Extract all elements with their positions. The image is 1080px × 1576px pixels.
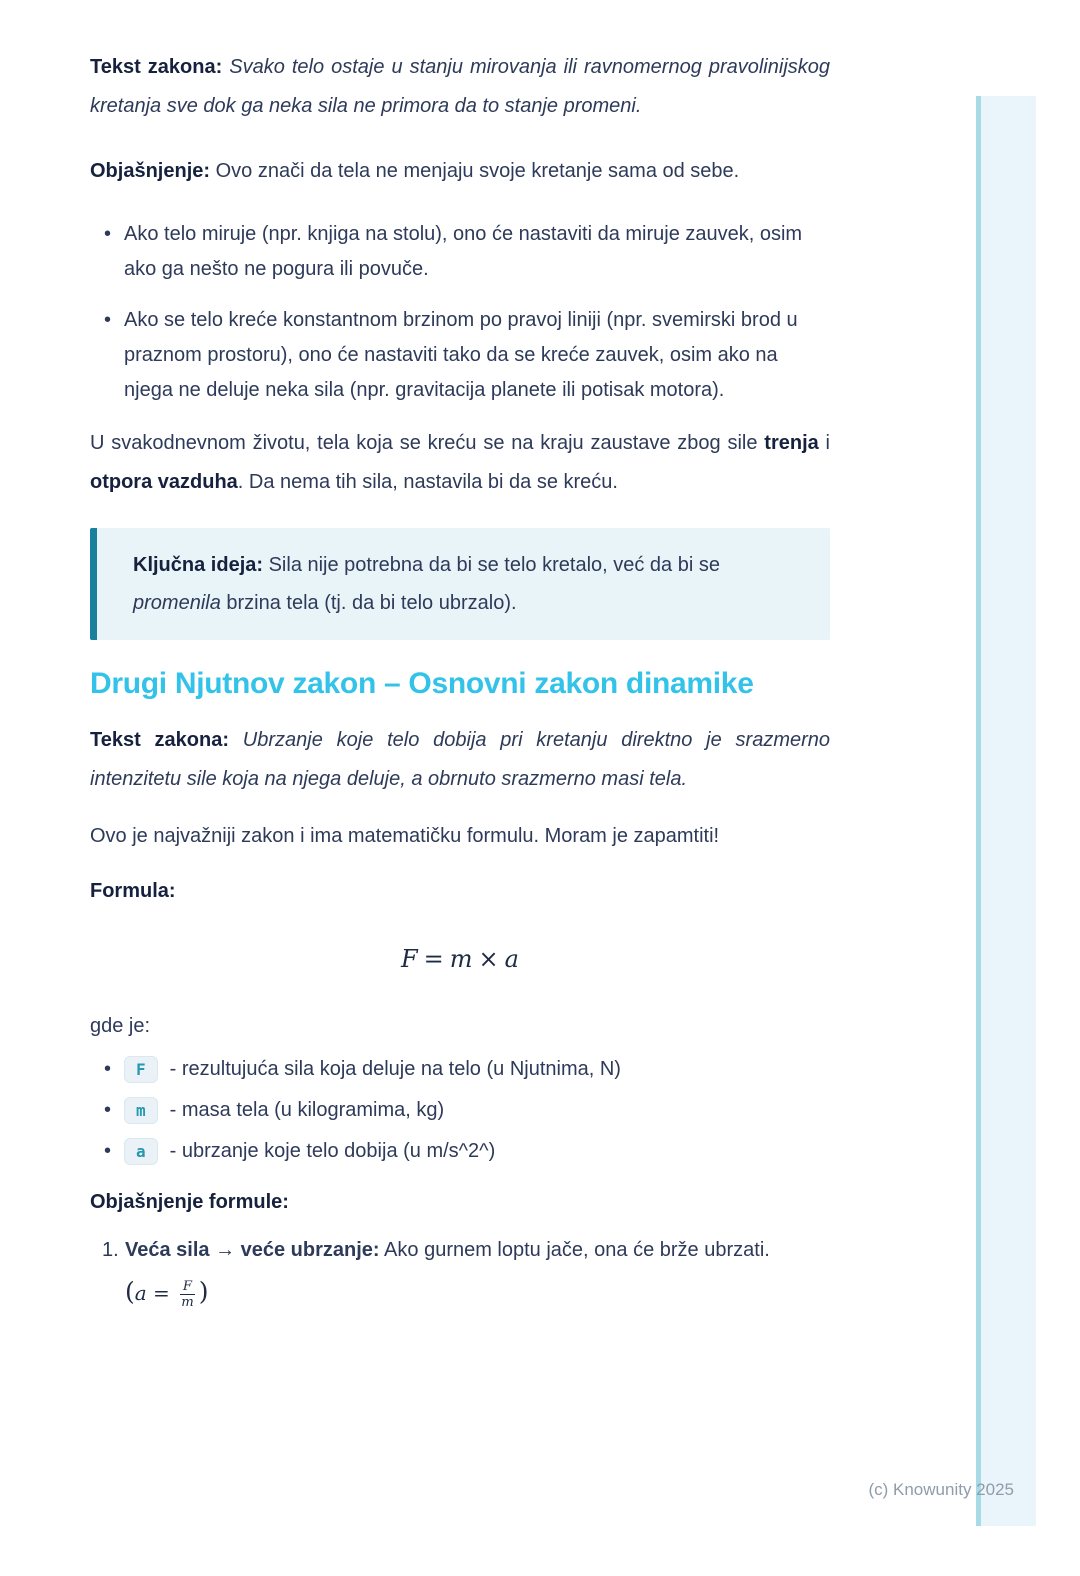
times-sign: × bbox=[478, 945, 499, 973]
law1-explain-label: Objašnjenje: bbox=[90, 160, 211, 182]
key-idea-text-post: brzina tela (tj. da bi telo ubrzalo). bbox=[220, 592, 517, 614]
copyright-credit: (c) Knowunity 2025 bbox=[868, 1480, 1014, 1499]
everyday-text-pre: U svakodnevnom životu, tela koja se kreću se na kraju zaustave zbog sile bbox=[90, 432, 765, 454]
list-item bbox=[90, 217, 830, 287]
everyday-life-paragraph bbox=[90, 424, 830, 502]
numbered-item bbox=[90, 1232, 830, 1315]
law1-explain-paragraph bbox=[90, 152, 830, 191]
key-idea-text-pre: Sila nije potrebna da bi se telo kretalo, već da bi se bbox=[263, 554, 720, 576]
law1-text-label: Tekst zakona: bbox=[90, 56, 223, 78]
math-var-a: a bbox=[134, 1281, 147, 1305]
math-equals: = bbox=[146, 1281, 177, 1305]
list-item bbox=[90, 303, 830, 408]
where-label: gde je: bbox=[90, 1015, 151, 1037]
list-item-text: Ako telo miruje (npr. knjiga na stolu), ono će nastaviti da miruje zauvek, osim ako ga nešto ne pogura ili povuče. bbox=[124, 223, 803, 280]
open-paren: ( bbox=[125, 1277, 135, 1306]
law1-text-body: Svako telo ostaje u stanju mirovanja ili ravnomernog pravolinijskog kretanja sve dok ga neka sila ne primora da to stanje promeni. bbox=[90, 56, 831, 117]
formula-equation bbox=[90, 945, 830, 973]
variables-list bbox=[90, 1056, 830, 1165]
code-chip-a: a bbox=[124, 1138, 158, 1165]
formula-var-a: a bbox=[504, 945, 519, 973]
item-number: 1. bbox=[102, 1239, 119, 1261]
document-page bbox=[0, 48, 1080, 1576]
list-item-text: Ako se telo kreće konstantnom brzinom po pravoj liniji (npr. svemirski brod u praznom prostoru), ono će nastaviti tako da se kreće zauvek, osim ako na njega ne deluje neka sila (npr. gravitacija planete ili potisak motora). bbox=[124, 309, 798, 401]
bullet-icon: • bbox=[104, 223, 112, 245]
law2-text-label: Tekst zakona: bbox=[90, 729, 230, 751]
close-paren: ) bbox=[198, 1277, 209, 1306]
variable-item bbox=[90, 1097, 830, 1124]
bullet-icon: • bbox=[104, 1099, 112, 1121]
key-idea-callout bbox=[90, 528, 830, 640]
variable-item bbox=[90, 1056, 830, 1083]
variable-desc: - masa tela (u kilogramima, kg) bbox=[169, 1099, 445, 1121]
variable-desc: - rezultujuća sila koja deluje na telo (u Njutnima, N) bbox=[169, 1058, 621, 1080]
code-chip-m: m bbox=[124, 1097, 158, 1124]
acceleration-formula bbox=[125, 1277, 209, 1310]
page-edge-strip bbox=[976, 96, 1036, 1526]
formula-explain-list bbox=[90, 1232, 830, 1315]
variable-desc: - ubrzanje koje telo dobija (u m/s^2^) bbox=[169, 1140, 496, 1162]
item-text: Ako gurnem loptu jače, ona će brže ubrzati. bbox=[379, 1239, 770, 1261]
formula-var-m: m bbox=[449, 945, 473, 973]
page-content bbox=[90, 48, 830, 1315]
inertia-examples-list bbox=[90, 217, 830, 408]
fraction-denominator: m bbox=[181, 1295, 194, 1310]
key-idea-italic-word: promenila bbox=[133, 592, 221, 614]
code-chip-F: F bbox=[124, 1056, 158, 1083]
formula-explain-label-text: Objašnjenje formule: bbox=[90, 1191, 289, 1213]
everyday-text-post: . Da nema tih sila, nastavila bi da se kreću. bbox=[237, 471, 618, 493]
formula-var-F: F bbox=[401, 945, 418, 973]
variable-item bbox=[90, 1138, 830, 1165]
bullet-icon: • bbox=[104, 1140, 112, 1162]
everyday-text-mid: i bbox=[818, 432, 830, 454]
law2-text-paragraph bbox=[90, 721, 830, 799]
bullet-icon: • bbox=[104, 309, 112, 331]
law1-explain-body: Ovo znači da tela ne menjaju svoje kretanje sama od sebe. bbox=[210, 160, 740, 182]
numbered-item-body bbox=[125, 1232, 830, 1315]
everyday-bold-otpor: otpora vazduha bbox=[90, 471, 238, 493]
fraction-numerator: F bbox=[180, 1279, 195, 1295]
formula-label-text: Formula: bbox=[90, 880, 176, 902]
formula-label bbox=[90, 872, 830, 911]
fraction-F-over-m bbox=[178, 1279, 197, 1310]
everyday-bold-trenja: trenja bbox=[764, 432, 819, 454]
key-idea-label: Ključna ideja: bbox=[133, 554, 264, 576]
law1-text-paragraph bbox=[90, 48, 830, 126]
item-bold-lead: Veća sila → veće ubrzanje: bbox=[125, 1239, 380, 1261]
law2-importance-paragraph: Ovo je najvažniji zakon i ima matematičku formulu. Moram je zapamtiti! bbox=[90, 825, 720, 847]
equals-sign: = bbox=[423, 945, 444, 973]
formula-explain-label bbox=[90, 1183, 830, 1222]
bullet-icon: • bbox=[104, 1058, 112, 1080]
law2-text-body: Ubrzanje koje telo dobija pri kretanju direktno je srazmerno intenzitetu sile koja na njega deluje, a obrnuto srazmerno masi tela. bbox=[90, 729, 831, 790]
second-law-heading: Drugi Njutnov zakon – Osnovni zakon dinamike bbox=[90, 667, 754, 700]
